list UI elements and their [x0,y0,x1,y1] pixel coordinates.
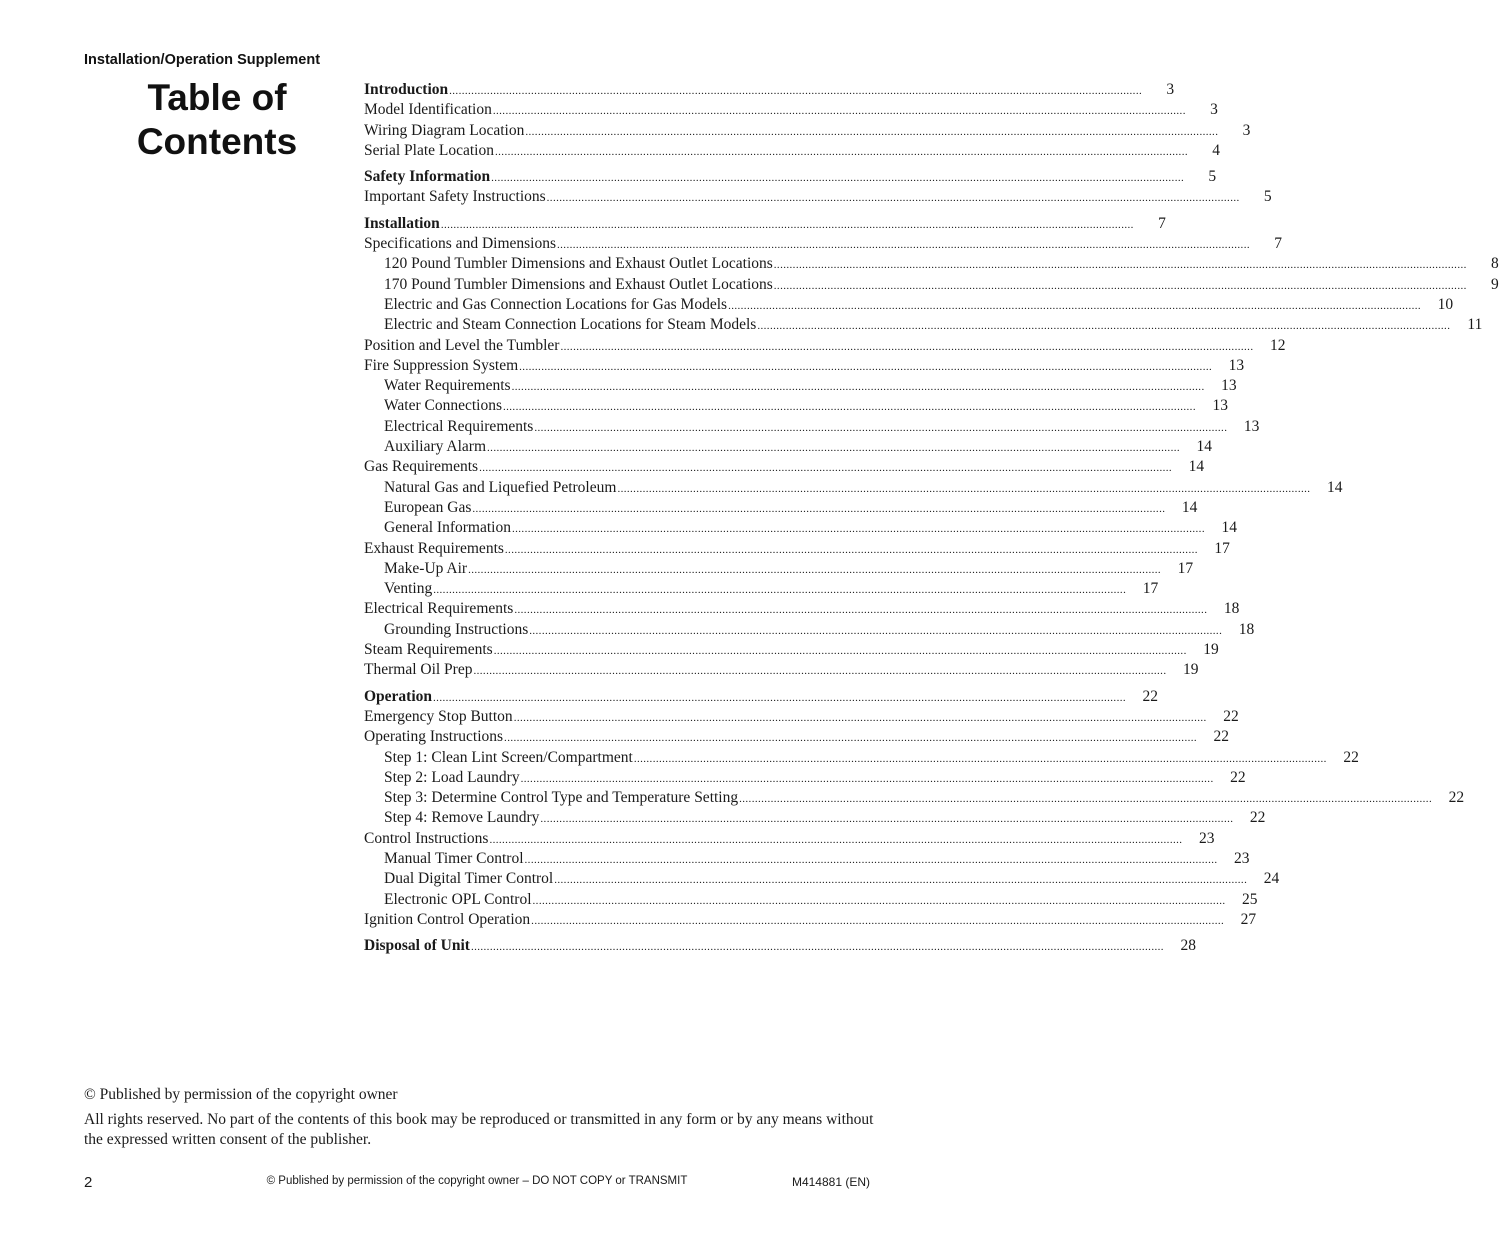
toc-entry-title: Model Identification [364,101,492,119]
toc-leader-dots: ............................................................................................................................................................................................................................ [513,711,1207,724]
toc-leader-dots: ............................................................................................................................................................................................................................ [617,482,1311,495]
toc-entry-title: Disposal of Unit [364,937,470,955]
toc-leader-dots: ............................................................................................................................................................................................................................ [468,563,1162,576]
toc-entry[interactable] [364,849,1250,869]
toc-leader-dots: ............................................................................................................................................................................................................................ [524,853,1218,866]
toc-entry-page: 22 [1249,809,1266,827]
toc-leader-dots: ............................................................................................................................................................................................................................ [511,381,1205,394]
toc-leader-dots: ............................................................................................................................................................................................................................ [487,442,1181,455]
toc-entry-page: 22 [1230,768,1246,786]
toc-entry-page: 22 [1142,687,1159,705]
toc-entry-title: Natural Gas and Liquefied Petroleum [384,478,617,496]
toc-entry-page: 17 [1177,559,1194,577]
toc-entry-page: 23 [1234,849,1250,867]
toc-entry-page: 14 [1181,498,1198,516]
footer-page-number: 2 [84,1174,93,1191]
toc-entry[interactable] [364,559,1194,579]
toc-entry-title: Position and Level the Tumbler [364,336,560,354]
toc-leader-dots: ............................................................................................................................................................................................................................ [473,665,1167,678]
toc-leader-dots: ............................................................................................................................................................................................................................ [479,462,1173,475]
page-title-line-2: Contents [136,121,298,162]
toc-entry-title: Introduction [364,81,449,98]
toc-entry-title: Dual Digital Timer Control [384,870,554,888]
toc-entry[interactable] [364,121,1251,141]
toc-leader-dots: ............................................................................................................................................................................................................................ [433,691,1127,704]
toc-entry-title: Serial Plate Location [364,141,494,159]
toc-leader-dots: ............................................................................................................................................................................................................................ [502,401,1196,414]
toc-leader-dots: ............................................................................................................................................................................................................................ [449,85,1143,97]
toc-leader-dots: ............................................................................................................................................................................................................................ [472,502,1166,515]
toc-entry-title: Fire Suppression System [364,356,519,374]
toc-leader-dots: ............................................................................................................................................................................................................................ [557,239,1250,252]
toc-entry[interactable] [364,141,1220,161]
toc-leader-dots: ............................................................................................................................................................................................................................ [493,645,1187,658]
toc-leader-dots: ............................................................................................................................................................................................................................ [504,543,1198,556]
toc-leader-dots: ............................................................................................................................................................................................................................ [495,145,1188,158]
toc-entry-page: 24 [1263,870,1280,888]
toc-entry-page: 27 [1240,910,1257,928]
toc-leader-dots: ............................................................................................................................................................................................................................ [554,874,1248,887]
toc-entry-page: 17 [1214,539,1230,557]
toc-entry[interactable] [364,187,1272,207]
toc-entry-page: 23 [1198,829,1215,847]
toc-entry-page: 19 [1182,661,1199,679]
toc-entry[interactable] [364,498,1198,518]
toc-entry-title: Important Safety Instructions [364,188,546,206]
toc-entry[interactable] [364,437,1213,457]
toc-entry-title: Water Requirements [384,377,511,395]
toc-entry-title: Specifications and Dimensions [364,235,556,253]
toc-entry-page: 22 [1213,728,1230,746]
toc-entry-title: Electrical Requirements [364,600,514,618]
toc-entry-title: Water Connections [384,397,502,415]
toc-leader-dots: ............................................................................................................................................................................................................................ [540,813,1234,826]
toc-entry-title: Exhaust Requirements [364,539,504,557]
toc-entry-page: 28 [1180,937,1196,955]
toc-leader-dots: ............................................................................................................................................................................................................................ [470,941,1164,954]
toc-entry-page: 17 [1142,580,1159,598]
toc-entry[interactable] [364,620,1255,640]
toc-entry[interactable] [364,518,1237,538]
toc-entry-page: 14 [1196,438,1213,456]
toc-entry[interactable] [364,376,1237,396]
toc-section-entry[interactable] [364,214,1166,234]
toc-leader-dots: ............................................................................................................................................................................................................................ [519,360,1213,373]
toc-entry-title: Electric and Gas Connection Locations for Gas Models [384,295,728,313]
toc-entry[interactable] [364,890,1258,910]
toc-entry[interactable] [364,660,1199,680]
toc-entry-page: 9 [1491,275,1499,293]
toc-section-entry[interactable] [364,936,1196,956]
toc-leader-dots: ............................................................................................................................................................................................................................ [511,523,1205,536]
table-of-contents [364,80,1499,956]
toc-leader-dots: ............................................................................................................................................................................................................................ [633,752,1327,765]
toc-section-entry[interactable] [364,167,1217,187]
toc-entry-title: Gas Requirements [364,458,479,476]
toc-leader-dots: ............................................................................................................................................................................................................................ [433,584,1127,597]
toc-entry[interactable] [364,599,1240,619]
toc-entry-title: Electric and Steam Connection Locations for Steam Models [384,316,757,334]
toc-entry-title: 170 Pound Tumbler Dimensions and Exhaust Outlet Locations [384,275,773,293]
toc-leader-dots: ............................................................................................................................................................................................................................ [491,172,1185,185]
toc-entry-page: 4 [1212,141,1220,159]
toc-leader-dots: ............................................................................................................................................................................................................................ [531,914,1225,927]
toc-entry-title: Emergency Stop Button [364,707,513,725]
toc-entry[interactable] [364,417,1260,437]
toc-entry[interactable] [364,829,1215,849]
toc-entry-page: 11 [1467,316,1483,334]
toc-entry[interactable] [364,748,1359,768]
toc-leader-dots: ............................................................................................................................................................................................................................ [489,833,1183,846]
toc-leader-dots: ............................................................................................................................................................................................................................ [440,218,1134,231]
toc-entry-title: Make-Up Air [384,559,468,577]
toc-leader-dots: ............................................................................................................................................................................................................................ [546,192,1240,205]
toc-leader-dots: ............................................................................................................................................................................................................................ [529,624,1223,637]
footer-document-number: M414881 (EN) [791,1175,870,1189]
toc-entry[interactable] [364,640,1219,660]
toc-entry-page: 10 [1437,295,1454,313]
toc-entry-title: Manual Timer Control [384,849,524,867]
toc-section-entry[interactable] [364,80,1175,100]
toc-entry-title: Wiring Diagram Location [364,121,525,139]
toc-entry-title: Operating Instructions [364,728,504,746]
toc-entry[interactable] [364,869,1280,889]
toc-leader-dots: ............................................................................................................................................................................................................................ [560,340,1254,353]
toc-entry-page: 13 [1228,356,1245,374]
toc-entry[interactable] [364,396,1228,416]
toc-entry-title: Auxiliary Alarm [384,438,487,456]
toc-entry[interactable] [364,275,1499,295]
toc-entry-page: 7 [1274,235,1282,253]
document-header-label: Installation/Operation Supplement [84,52,321,68]
toc-leader-dots: ............................................................................................................................................................................................................................ [514,604,1208,617]
toc-entry-page: 7 [1158,214,1166,232]
toc-entry-page: 5 [1263,188,1272,206]
toc-entry[interactable] [364,336,1286,356]
toc-leader-dots: ............................................................................................................................................................................................................................ [532,894,1226,907]
toc-leader-dots: ............................................................................................................................................................................................................................ [534,421,1228,434]
page-footer [84,1174,870,1192]
toc-entry-page: 12 [1269,336,1286,354]
toc-entry-title: Electrical Requirements [384,417,534,435]
toc-entry-title: Venting [384,580,433,598]
rights-statement: All rights reserved. No part of the contents of this book may be reproduced or transmitted in any form or by any means without the expressed written consent of the publisher. [84,1111,874,1148]
toc-entry-title: Control Instructions [364,829,489,847]
toc-leader-dots: ............................................................................................................................................................................................................................ [525,125,1219,138]
toc-entry-title: Step 2: Load Laundry [384,768,520,786]
toc-entry-page: 18 [1223,600,1240,618]
toc-leader-dots: ............................................................................................................................................................................................................................ [773,279,1467,292]
toc-entry[interactable] [364,356,1245,376]
toc-entry-page: 14 [1221,519,1237,537]
toc-entry-title: European Gas [384,498,472,516]
toc-entry-title: Grounding Instructions [384,620,529,638]
toc-leader-dots: ............................................................................................................................................................................................................................ [757,320,1451,333]
toc-entry-title: General Information [384,519,511,537]
toc-leader-dots: ............................................................................................................................................................................................................................ [504,732,1198,745]
toc-entry[interactable] [364,234,1282,254]
toc-section-entry[interactable] [364,687,1159,707]
toc-entry-page: 13 [1221,377,1237,395]
toc-entry[interactable] [364,808,1266,828]
toc-entry-title: Operation [364,687,433,705]
toc-entry-page: 5 [1208,168,1217,186]
toc-entry-page: 19 [1203,641,1219,659]
toc-entry-page: 8 [1491,255,1499,273]
toc-entry[interactable] [364,727,1230,747]
toc-entry-title: Steam Requirements [364,641,493,659]
toc-leader-dots: ............................................................................................................................................................................................................................ [739,793,1433,806]
toc-entry-page: 14 [1326,478,1343,496]
page-title-line-1: Table of [147,77,287,118]
toc-entry[interactable] [364,478,1343,498]
toc-entry[interactable] [364,768,1246,788]
toc-entry[interactable] [364,539,1230,559]
page-title [84,76,350,164]
toc-entry[interactable] [364,579,1159,599]
toc-entry-page: 25 [1242,890,1258,908]
toc-entry-title: Electronic OPL Control [384,890,532,908]
copyright-notice: © Published by permission of the copyright owner [84,1086,398,1103]
toc-entry[interactable] [364,707,1239,727]
toc-entry-page: 14 [1188,458,1205,476]
toc-entry[interactable] [364,100,1218,120]
toc-entry-page: 22 [1223,707,1239,725]
toc-entry-title: Installation [364,214,440,232]
toc-entry-page: 22 [1448,789,1465,807]
toc-entry-page: 13 [1243,417,1260,435]
toc-leader-dots: ............................................................................................................................................................................................................................ [773,259,1467,272]
toc-entry[interactable] [364,315,1483,335]
toc-entry[interactable] [364,295,1454,315]
toc-entry[interactable] [364,457,1205,477]
footer-copyright: © Published by permission of the copyright owner – DO NOT COPY or TRANSMIT [266,1175,688,1187]
toc-leader-dots: ............................................................................................................................................................................................................................ [728,299,1422,312]
toc-entry-page: 3 [1166,81,1175,98]
toc-entry-page: 22 [1343,748,1359,766]
toc-entry-title: Safety Information [364,168,491,186]
toc-entry-page: 3 [1242,121,1251,139]
toc-entry-page: 18 [1238,620,1255,638]
toc-entry-title: Thermal Oil Prep [364,661,473,679]
toc-entry-title: Step 4: Remove Laundry [384,809,540,827]
toc-leader-dots: ............................................................................................................................................................................................................................ [492,105,1186,118]
toc-entry-page: 13 [1212,397,1228,415]
toc-entry[interactable] [364,254,1499,274]
toc-leader-dots: ............................................................................................................................................................................................................................ [520,772,1214,785]
toc-entry[interactable] [364,788,1465,808]
toc-entry-title: Step 1: Clean Lint Screen/Compartment [384,748,633,766]
toc-entry-title: Ignition Control Operation [364,910,531,928]
toc-entry-title: Step 3: Determine Control Type and Temperature Setting [384,789,739,807]
toc-entry[interactable] [364,910,1257,930]
toc-entry-page: 3 [1210,101,1218,119]
toc-entry-title: 120 Pound Tumbler Dimensions and Exhaust Outlet Locations [384,255,773,273]
